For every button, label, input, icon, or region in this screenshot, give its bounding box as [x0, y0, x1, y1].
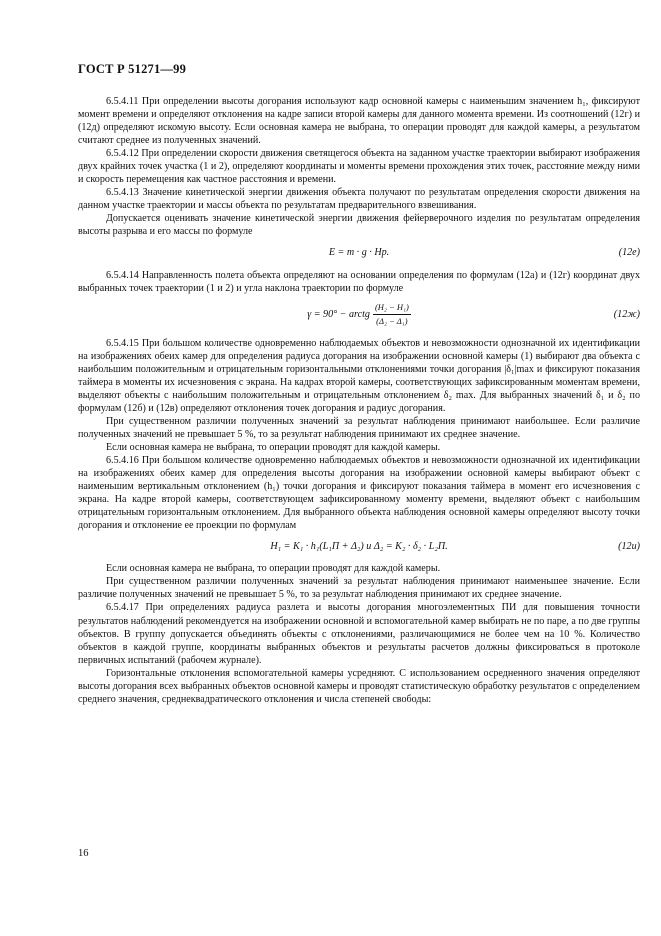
paragraph-6-5-4-15: 6.5.4.15 При большом количестве одновременно наблюдаемых объектов и невозможности однозначной их идентификации на изображениях обеих камер для определения радиуса догорания на изображении основной камеры (1) выбирают два объекта с наибольшим положительным и отрицательным горизонтальными отклонениями точки догорания |δ₁|max и фиксируют показания таймера в моменты их исчезновения с экрана. На кадрах второй камеры, соответствующих зафиксированным моментам времени, выделяют объекты с наибольшим положительным и отрицательным отклонением δ₂ max. Для выбранных значений δ₁ и δ₂ по формулам (12б) и (12в) определяют отклонения точек догорания и радиус догорания.: [78, 337, 640, 414]
equation-12e-label: (12е): [618, 246, 640, 258]
equation-12zh-denominator: (Δ₂ − Δ₁): [376, 316, 408, 327]
paragraph-largest-difference: При существенном различии полученных значений за результат наблюдения принимают наибольшее. Если различие полученных значений не превышает 5 %, то за результат наблюдения принимают их среднее значение.: [78, 415, 640, 440]
paragraph-6-5-4-14: 6.5.4.14 Направленность полета объекта определяют на основании определения по формулам (12а) и (12г) координат двух выбранных точек траектории (1 и 2) и угла наклона траектории по формуле: [78, 269, 640, 294]
paragraph-6-5-4-16: 6.5.4.16 При большом количестве одновременно наблюдаемых объектов и невозможности однозначной их идентификации на изображениях обеих камер для определения высоты догорания на изображении основной камеры выбирают объект с наименьшим вертикальным отклонением (h₁) точки догорания и фиксируют показания таймера в момент его исчезновения с экрана. На кадре второй камеры, соответствующем зафиксированному моменту времени, выделяют объект с наибольшим отрицательным горизонтальным отклонением. Для выбранного объекта наблюдения основной камеры определяют высоту точки догорания и отклонение ее проекции по формулам: [78, 455, 640, 532]
equation-12zh-fraction: [373, 301, 411, 328]
equation-12i-label: (12и): [618, 540, 640, 552]
paragraph-no-main-camera-2: Если основная камера не выбрана, то операции проводят для каждой камеры.: [106, 563, 441, 575]
page-number: 16: [78, 848, 89, 859]
document-body: [78, 95, 640, 706]
paragraph-smallest-difference: При существенном различии полученных значений за результат наблюдения принимают наименьшее значение. Если различие полученных значений не превышает 5 %, то за результат наблюдения принимают их среднее значение.: [78, 576, 640, 601]
paragraph-6-5-4-12: 6.5.4.12 При определении скорости движения светящегося объекта на заданном участке траектории выбирают изображения двух крайних точек участка (1 и 2), определяют координаты и моменты времени прохождения этих точек, расстояние между ними и скорость перемещения как частное расстояния и времени.: [78, 148, 640, 186]
document-header: ГОСТ Р 51271—99: [78, 62, 187, 76]
paragraph-6-5-4-13: 6.5.4.13 Значение кинетической энергии движения объекта получают по результатам определения скорости движения на данном участке траектории и массы объекта по результатам предварительного взвешивания.: [78, 187, 640, 212]
paragraph-6-5-4-17: 6.5.4.17 При определениях радиуса разлета и высоты догорания многоэлементных ПИ для повышения точности результатов наблюдений рекомендуется на изображении основной и вспомогательной камер выбирать не по паре, а по две группы объектов. В группу допускается объединять объекты с отклонениями, различающимися не более чем на 10 %. Количество объектов в каждой группе, координаты выбранных объектов и результаты расчетов должны фиксироваться в протоколе первичных испытаний (рабочем журнале).: [78, 602, 640, 666]
paragraph-no-main-camera-1: Если основная камера не выбрана, то операции проводят для каждой камеры.: [106, 441, 441, 453]
equation-12e: [78, 245, 640, 261]
equation-12i-body: H₁ = K₁ · h₁(L₁П + Δ₂) и Δ₂ = K₂ · δ₂ · L₂П.: [270, 540, 448, 552]
equation-12e-body: E = m · g · Hp.: [328, 246, 390, 258]
equation-12i: [78, 538, 640, 554]
paragraph-kinetic-energy-note: Допускается оценивать значение кинетической энергии движения фейерверочного изделия по результатам определения высоты разрыва и его массы по формуле: [78, 213, 640, 238]
equation-12zh-numerator: (H₂ − H₁): [373, 301, 411, 315]
paragraph-averaging: Горизонтальные отклонения вспомогательной камеры усредняют. С использованием осредненного значения определяют высоты догорания всех выбранных объектов основной камеры и проводят статистическую обработку результатов с определением среднего значения, среднеквадратического отклонения и числа степеней свободы:: [78, 667, 640, 705]
paragraph-6-5-4-11: 6.5.4.11 При определении высоты догорания используют кадр основной камеры с наименьшим значением h₁, фиксируют момент времени и определяют отклонения на кадре записи второй камеры для данного момента времени. Из соотношений (12г) и (12д) определяют искомую высоту. Если основная камера не выбрана, то операции проводят для каждой камеры, а результатом считают среднее из полученных значений.: [78, 96, 640, 147]
equation-12zh-label: (12ж): [613, 309, 640, 321]
equation-12zh: [78, 301, 640, 329]
equation-12zh-lhs: γ = 90° − arctg: [307, 309, 370, 321]
